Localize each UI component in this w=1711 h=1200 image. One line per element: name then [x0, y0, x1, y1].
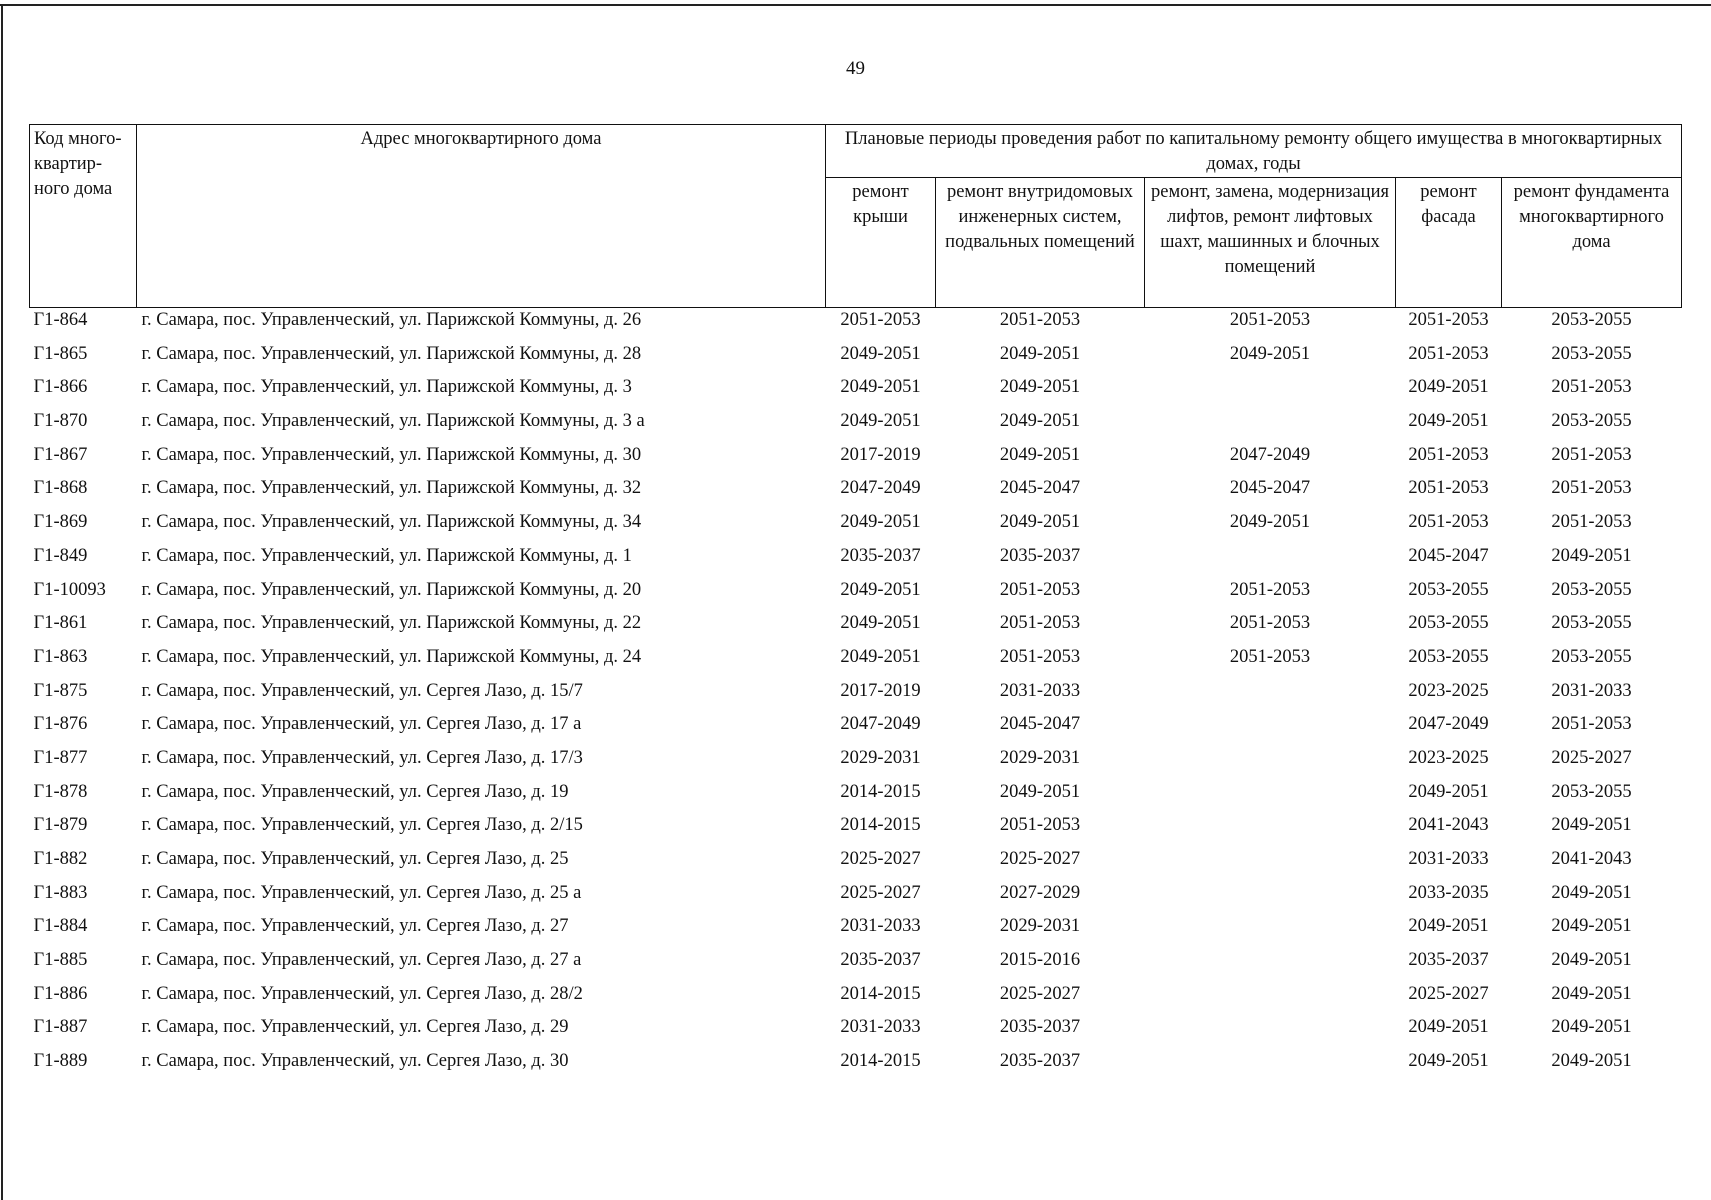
- cell-roof: 2049-2051: [840, 579, 921, 600]
- table-row: [30, 780, 1682, 814]
- cell-address: г. Самара, пос. Управленческий, ул. Парижской Коммуны, д. 30: [141, 444, 642, 465]
- cell-code: Г1-882: [33, 849, 88, 869]
- cell-elevators: [1145, 881, 1396, 915]
- table-row: [30, 443, 1682, 477]
- cell-systems: 2045-2047: [999, 714, 1081, 735]
- cell-address: г. Самара, пос. Управленческий, ул. Парижской Коммуны, д. 24: [141, 646, 642, 667]
- cell-code: Г1-883: [33, 882, 88, 903]
- cell-roof: 2049-2051: [840, 411, 921, 432]
- cell-elevators: [1145, 746, 1396, 780]
- cell-foundation: 2049-2051: [1551, 1017, 1632, 1038]
- cell-code: Г1-885: [33, 950, 88, 971]
- cell-code: Г1-867: [33, 444, 88, 465]
- cell-elevators: [1145, 780, 1396, 814]
- cell-code: Г1-877: [33, 747, 88, 768]
- cell-code: Г1-863: [33, 646, 88, 667]
- cell-facade: 2051-2053: [1408, 478, 1489, 499]
- cell-systems: 2051-2053: [999, 579, 1081, 600]
- cell-elevators: [1145, 679, 1396, 713]
- header-systems: ремонт внутридомовых инженерных систем, подвальных помещений: [936, 178, 1145, 308]
- cell-systems: 2049-2051: [999, 377, 1081, 398]
- cell-address: г. Самара, пос. Управленческий, ул. Парижской Коммуны, д. 22: [141, 613, 642, 634]
- cell-code: Г1-864: [33, 310, 88, 330]
- cell-elevators: [1145, 813, 1396, 847]
- cell-code: Г1-875: [33, 680, 88, 701]
- cell-facade: 2051-2053: [1408, 310, 1489, 330]
- cell-code: Г1-869: [33, 512, 88, 533]
- table-row: [30, 982, 1682, 1016]
- table-body: [30, 308, 1682, 1083]
- cell-facade: 2049-2051: [1408, 1017, 1489, 1038]
- cell-elevators: 2049-2051: [1229, 512, 1311, 533]
- cell-roof: 2014-2015: [840, 815, 921, 836]
- cell-code: Г1-866: [33, 377, 88, 398]
- cell-code: Г1-878: [33, 781, 88, 802]
- cell-address: г. Самара, пос. Управленческий, ул. Сергея Лазо, д. 17/3: [141, 747, 583, 768]
- cell-address: г. Самара, пос. Управленческий, ул. Парижской Коммуны, д. 3: [141, 377, 632, 398]
- cell-facade: 2049-2051: [1408, 781, 1489, 802]
- cell-elevators: [1145, 544, 1396, 578]
- cell-address: г. Самара, пос. Управленческий, ул. Сергея Лазо, д. 27: [141, 916, 569, 937]
- table-row: [30, 611, 1682, 645]
- cell-foundation: 2049-2051: [1551, 882, 1632, 903]
- cell-roof: 2031-2033: [840, 916, 921, 937]
- table-row: [30, 679, 1682, 713]
- cell-facade: 2025-2027: [1408, 983, 1489, 1004]
- cell-roof: 2017-2019: [840, 680, 921, 701]
- cell-systems: 2049-2051: [999, 343, 1081, 364]
- page-number: 49: [846, 58, 865, 79]
- cell-address: г. Самара, пос. Управленческий, ул. Парижской Коммуны, д. 32: [141, 478, 642, 499]
- cell-code: Г1-876: [33, 714, 88, 735]
- cell-foundation: 2025-2027: [1551, 747, 1632, 768]
- cell-code: Г1-879: [33, 815, 88, 836]
- cell-elevators: 2045-2047: [1229, 478, 1311, 499]
- cell-facade: 2049-2051: [1408, 916, 1489, 937]
- cell-systems: 2035-2037: [999, 545, 1081, 566]
- cell-roof: 2029-2031: [840, 747, 921, 768]
- cell-systems: 2035-2037: [999, 1017, 1081, 1038]
- cell-code: Г1-887: [33, 1017, 88, 1038]
- cell-systems: 2029-2031: [999, 916, 1081, 937]
- cell-address: г. Самара, пос. Управленческий, ул. Сергея Лазо, д. 30: [141, 1051, 569, 1072]
- table-row: [30, 1049, 1682, 1083]
- cell-address: г. Самара, пос. Управленческий, ул. Сергея Лазо, д. 17 а: [141, 714, 582, 735]
- header-foundation: ремонт фундамента многоквартирного дома: [1502, 178, 1682, 308]
- cell-systems: 2051-2053: [999, 646, 1081, 667]
- cell-foundation: 2053-2055: [1551, 310, 1632, 330]
- cell-foundation: 2051-2053: [1551, 478, 1632, 499]
- cell-foundation: 2049-2051: [1551, 815, 1632, 836]
- table-row: [30, 544, 1682, 578]
- page-edge-left: [1, 4, 3, 1200]
- table-row: [30, 948, 1682, 982]
- table-row: [30, 342, 1682, 376]
- cell-roof: 2051-2053: [840, 310, 921, 330]
- cell-address: г. Самара, пос. Управленческий, ул. Сергея Лазо, д. 15/7: [141, 680, 583, 701]
- cell-systems: 2049-2051: [999, 512, 1081, 533]
- cell-elevators: 2049-2051: [1229, 343, 1311, 364]
- cell-foundation: 2049-2051: [1551, 983, 1632, 1004]
- cell-facade: 2053-2055: [1408, 613, 1489, 634]
- cell-foundation: 2053-2055: [1551, 781, 1632, 802]
- cell-roof: 2014-2015: [840, 1051, 921, 1072]
- cell-address: г. Самара, пос. Управленческий, ул. Сергея Лазо, д. 27 а: [141, 950, 582, 971]
- cell-address: г. Самара, пос. Управленческий, ул. Сергея Лазо, д. 29: [141, 1017, 569, 1038]
- cell-foundation: 2049-2051: [1551, 1051, 1632, 1072]
- cell-systems: 2025-2027: [999, 849, 1081, 869]
- cell-roof: 2047-2049: [840, 478, 921, 499]
- cell-systems: 2045-2047: [999, 478, 1081, 499]
- header-elevators: ремонт, замена, модернизация лифтов, ремонт лифтовых шахт, машинных и блочных помещений: [1145, 178, 1396, 308]
- cell-elevators: 2047-2049: [1229, 444, 1311, 465]
- header-roof: ремонт крыши: [826, 178, 936, 308]
- cell-roof: 2035-2037: [840, 950, 921, 971]
- cell-systems: 2049-2051: [999, 411, 1081, 432]
- table-row: [30, 476, 1682, 510]
- cell-code: Г1-10093: [33, 579, 106, 600]
- cell-foundation: 2053-2055: [1551, 646, 1632, 667]
- cell-elevators: 2051-2053: [1229, 613, 1311, 634]
- cell-systems: 2051-2053: [999, 310, 1081, 330]
- cell-facade: 2049-2051: [1408, 377, 1489, 398]
- table-row: [30, 712, 1682, 746]
- cell-systems: 2051-2053: [999, 815, 1081, 836]
- cell-systems: 2049-2051: [999, 444, 1081, 465]
- cell-elevators: 2051-2053: [1229, 646, 1311, 667]
- table-row: [30, 1015, 1682, 1049]
- cell-facade: 2023-2025: [1408, 680, 1489, 701]
- cell-facade: 2035-2037: [1408, 950, 1489, 971]
- cell-elevators: [1145, 914, 1396, 948]
- cell-facade: 2047-2049: [1408, 714, 1489, 735]
- cell-address: г. Самара, пос. Управленческий, ул. Парижской Коммуны, д. 3 а: [141, 411, 645, 432]
- cell-roof: 2017-2019: [840, 444, 921, 465]
- cell-foundation: 2053-2055: [1551, 579, 1632, 600]
- cell-systems: 2049-2051: [999, 781, 1081, 802]
- cell-address: г. Самара, пос. Управленческий, ул. Сергея Лазо, д. 25: [141, 849, 569, 869]
- cell-code: Г1-861: [33, 613, 88, 634]
- cell-roof: 2049-2051: [840, 343, 921, 364]
- table-row: [30, 645, 1682, 679]
- cell-foundation: 2053-2055: [1551, 411, 1632, 432]
- table-row: [30, 813, 1682, 847]
- header-address: Адрес многоквартирного дома: [137, 125, 826, 308]
- cell-roof: 2031-2033: [840, 1017, 921, 1038]
- cell-roof: 2049-2051: [840, 512, 921, 533]
- cell-roof: 2047-2049: [840, 714, 921, 735]
- cell-systems: 2027-2029: [999, 882, 1081, 903]
- cell-elevators: 2051-2053: [1229, 310, 1311, 330]
- cell-facade: 2045-2047: [1408, 545, 1489, 566]
- cell-facade: 2049-2051: [1408, 1051, 1489, 1072]
- cell-roof: 2014-2015: [840, 781, 921, 802]
- cell-facade: 2053-2055: [1408, 646, 1489, 667]
- cell-elevators: [1145, 1049, 1396, 1083]
- cell-foundation: 2053-2055: [1551, 613, 1632, 634]
- cell-facade: 2033-2035: [1408, 882, 1489, 903]
- cell-foundation: 2051-2053: [1551, 377, 1632, 398]
- cell-foundation: 2049-2051: [1551, 916, 1632, 937]
- cell-elevators: [1145, 375, 1396, 409]
- header-planned-periods: Плановые периоды проведения работ по капитальному ремонту общего имущества в многоквартирных домах, годы: [826, 125, 1682, 178]
- table-row: [30, 914, 1682, 948]
- cell-facade: 2031-2033: [1408, 849, 1489, 869]
- cell-code: Г1-849: [33, 545, 88, 566]
- capital-repair-schedule-table: [29, 124, 1682, 1083]
- cell-address: г. Самара, пос. Управленческий, ул. Сергея Лазо, д. 25 а: [141, 882, 582, 903]
- cell-roof: 2049-2051: [840, 613, 921, 634]
- cell-code: Г1-884: [33, 916, 88, 937]
- cell-address: г. Самара, пос. Управленческий, ул. Парижской Коммуны, д. 1: [141, 545, 632, 566]
- cell-code: Г1-870: [33, 411, 88, 432]
- cell-code: Г1-868: [33, 478, 88, 499]
- cell-elevators: [1145, 712, 1396, 746]
- cell-roof: 2025-2027: [840, 849, 921, 869]
- cell-systems: 2035-2037: [999, 1051, 1081, 1072]
- cell-facade: 2023-2025: [1408, 747, 1489, 768]
- cell-facade: 2053-2055: [1408, 579, 1489, 600]
- cell-roof: 2049-2051: [840, 377, 921, 398]
- cell-foundation: 2051-2053: [1551, 444, 1632, 465]
- cell-roof: 2014-2015: [840, 983, 921, 1004]
- cell-elevators: 2051-2053: [1229, 579, 1311, 600]
- cell-foundation: 2041-2043: [1551, 849, 1632, 869]
- cell-foundation: 2049-2051: [1551, 545, 1632, 566]
- page-edge-top: [0, 4, 1711, 6]
- cell-address: г. Самара, пос. Управленческий, ул. Парижской Коммуны, д. 20: [141, 579, 642, 600]
- cell-roof: 2035-2037: [840, 545, 921, 566]
- cell-systems: 2031-2033: [999, 680, 1081, 701]
- table-row: [30, 375, 1682, 409]
- cell-facade: 2041-2043: [1408, 815, 1489, 836]
- cell-facade: 2049-2051: [1408, 411, 1489, 432]
- cell-foundation: 2049-2051: [1551, 950, 1632, 971]
- table-row: [30, 847, 1682, 881]
- cell-systems: 2051-2053: [999, 613, 1081, 634]
- cell-facade: 2051-2053: [1408, 512, 1489, 533]
- cell-facade: 2051-2053: [1408, 343, 1489, 364]
- cell-roof: 2049-2051: [840, 646, 921, 667]
- cell-elevators: [1145, 409, 1396, 443]
- cell-systems: 2015-2016: [999, 950, 1081, 971]
- cell-elevators: [1145, 948, 1396, 982]
- table-row: [30, 308, 1682, 342]
- cell-address: г. Самара, пос. Управленческий, ул. Сергея Лазо, д. 19: [141, 781, 569, 802]
- cell-address: г. Самара, пос. Управленческий, ул. Сергея Лазо, д. 28/2: [141, 983, 583, 1004]
- table-row: [30, 510, 1682, 544]
- cell-code: Г1-865: [33, 343, 88, 364]
- header-code: Код много-квартир-ного дома: [30, 125, 137, 308]
- cell-foundation: 2051-2053: [1551, 512, 1632, 533]
- table-row: [30, 409, 1682, 443]
- cell-foundation: 2053-2055: [1551, 343, 1632, 364]
- cell-foundation: 2031-2033: [1551, 680, 1632, 701]
- cell-facade: 2051-2053: [1408, 444, 1489, 465]
- cell-roof: 2025-2027: [840, 882, 921, 903]
- cell-foundation: 2051-2053: [1551, 714, 1632, 735]
- cell-address: г. Самара, пос. Управленческий, ул. Парижской Коммуны, д. 34: [141, 512, 642, 533]
- table-row: [30, 746, 1682, 780]
- cell-address: г. Самара, пос. Управленческий, ул. Парижской Коммуны, д. 26: [141, 310, 642, 330]
- cell-elevators: [1145, 1015, 1396, 1049]
- cell-address: г. Самара, пос. Управленческий, ул. Парижской Коммуны, д. 28: [141, 343, 642, 364]
- cell-code: Г1-886: [33, 983, 88, 1004]
- cell-code: Г1-889: [33, 1051, 88, 1072]
- cell-elevators: [1145, 847, 1396, 881]
- table-row: [30, 881, 1682, 915]
- cell-systems: 2029-2031: [999, 747, 1081, 768]
- cell-systems: 2025-2027: [999, 983, 1081, 1004]
- cell-address: г. Самара, пос. Управленческий, ул. Сергея Лазо, д. 2/15: [141, 815, 583, 836]
- table-row: [30, 578, 1682, 612]
- header-facade: ремонт фасада: [1396, 178, 1502, 308]
- cell-elevators: [1145, 982, 1396, 1016]
